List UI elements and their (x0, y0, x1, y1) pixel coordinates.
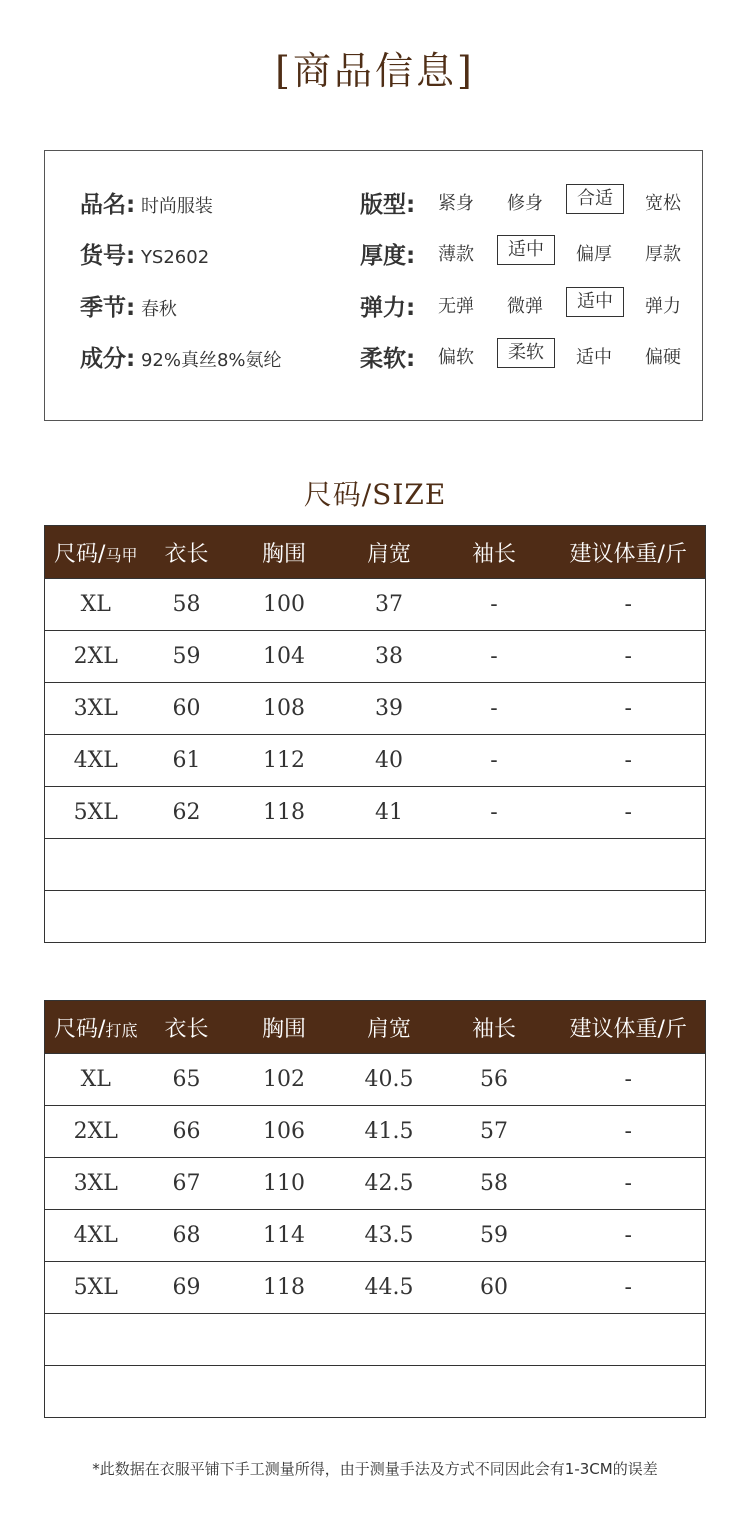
cell: 57 (437, 1106, 552, 1158)
table-header-row (45, 526, 706, 579)
size-table-base (44, 1000, 706, 1418)
cell: 59 (147, 631, 227, 683)
cell (147, 1366, 227, 1418)
attr-elasticity-key: 弹力: (360, 295, 416, 321)
attr-softness-option: 偏硬 (645, 347, 681, 368)
table-row (45, 1262, 706, 1314)
table-row-empty (45, 1366, 706, 1418)
table-row (45, 1054, 706, 1106)
header-size (45, 1001, 147, 1054)
cell: - (552, 1262, 706, 1314)
cell: 40.5 (342, 1054, 437, 1106)
header-chest: 胸围 (227, 1001, 342, 1054)
cell: 100 (227, 579, 342, 631)
cell (45, 891, 147, 943)
cell: - (552, 735, 706, 787)
attr-softness-option: 偏软 (438, 347, 474, 368)
header-sleeve: 袖长 (437, 1001, 552, 1054)
cell: 66 (147, 1106, 227, 1158)
cell: 58 (437, 1158, 552, 1210)
cell: XL (45, 1054, 147, 1106)
size-section-title: 尺码/SIZE (303, 478, 447, 511)
measurement-footnote: *此数据在衣服平铺下手工测量所得，由于测量手法及方式不同因此会有1-3CM的误差 (92, 1460, 658, 1478)
cell: 5XL (45, 1262, 147, 1314)
attr-thickness-option-selected: 适中 (497, 235, 555, 265)
table-header-row (45, 1001, 706, 1054)
header-size-label: 尺码/ (54, 541, 106, 567)
table-row (45, 683, 706, 735)
cell: 59 (437, 1210, 552, 1262)
cell: - (552, 787, 706, 839)
attr-fit-option-selected: 合适 (566, 184, 624, 214)
cell (437, 1366, 552, 1418)
table-row (45, 787, 706, 839)
info-name (80, 186, 213, 219)
cell: 69 (147, 1262, 227, 1314)
info-material-key: 成分: (80, 346, 136, 372)
cell: 60 (437, 1262, 552, 1314)
cell (552, 839, 706, 891)
header-size-label: 尺码/ (54, 1016, 106, 1042)
cell: - (552, 579, 706, 631)
header-chest: 胸围 (227, 526, 342, 579)
cell (342, 891, 437, 943)
attr-elasticity-option: 无弹 (438, 296, 474, 317)
attr-fit-option: 修身 (507, 193, 543, 214)
cell: 39 (342, 683, 437, 735)
table-row (45, 1106, 706, 1158)
attr-softness-key: 柔软: (360, 346, 416, 372)
cell: - (552, 1106, 706, 1158)
cell (552, 891, 706, 943)
cell (45, 839, 147, 891)
cell: 38 (342, 631, 437, 683)
cell: - (437, 735, 552, 787)
cell: 2XL (45, 631, 147, 683)
attr-thickness-option: 薄款 (438, 244, 474, 265)
cell: 43.5 (342, 1210, 437, 1262)
page-title: [商品信息] (275, 49, 475, 93)
cell: 3XL (45, 1158, 147, 1210)
cell: 40 (342, 735, 437, 787)
table-row (45, 1210, 706, 1262)
attr-softness-option-selected: 柔软 (497, 338, 555, 368)
cell: - (552, 683, 706, 735)
cell: 106 (227, 1106, 342, 1158)
cell: 102 (227, 1054, 342, 1106)
cell (552, 1314, 706, 1366)
info-code-value: YS2602 (140, 247, 210, 268)
header-weight: 建议体重/斤 (552, 1001, 706, 1054)
header-length: 衣长 (147, 1001, 227, 1054)
cell: - (552, 631, 706, 683)
cell (227, 839, 342, 891)
cell (227, 1314, 342, 1366)
table-row (45, 579, 706, 631)
cell: 58 (147, 579, 227, 631)
header-size (45, 526, 147, 579)
cell: 110 (227, 1158, 342, 1210)
cell: 67 (147, 1158, 227, 1210)
cell: 2XL (45, 1106, 147, 1158)
info-code (80, 237, 209, 270)
header-shoulder: 肩宽 (342, 1001, 437, 1054)
header-weight: 建议体重/斤 (552, 526, 706, 579)
cell (147, 891, 227, 943)
cell: - (552, 1210, 706, 1262)
cell: 4XL (45, 735, 147, 787)
size-table-vest (44, 525, 706, 943)
cell: - (437, 579, 552, 631)
cell: 65 (147, 1054, 227, 1106)
attr-thickness-key: 厚度: (360, 243, 416, 269)
attr-thickness-option: 偏厚 (576, 244, 612, 265)
attr-softness-option: 适中 (576, 347, 612, 368)
header-size-sub: 打底 (105, 1020, 138, 1040)
cell (552, 1366, 706, 1418)
cell: 114 (227, 1210, 342, 1262)
cell: 42.5 (342, 1158, 437, 1210)
table-row-empty (45, 839, 706, 891)
cell: 4XL (45, 1210, 147, 1262)
header-shoulder: 肩宽 (342, 526, 437, 579)
attr-fit-option: 紧身 (438, 193, 474, 214)
table-row (45, 735, 706, 787)
cell: 44.5 (342, 1262, 437, 1314)
cell: 62 (147, 787, 227, 839)
cell: 60 (147, 683, 227, 735)
info-season-value: 春秋 (140, 299, 177, 320)
attr-elasticity-option-selected: 适中 (566, 287, 624, 317)
cell (227, 891, 342, 943)
info-season (80, 289, 177, 322)
cell: 118 (227, 1262, 342, 1314)
attr-elasticity-option: 微弹 (507, 296, 543, 317)
info-name-value: 时尚服装 (140, 196, 213, 217)
header-size-sub: 马甲 (105, 545, 138, 565)
attr-fit-key: 版型: (360, 192, 416, 218)
attr-fit-option: 宽松 (645, 193, 681, 214)
cell: 104 (227, 631, 342, 683)
cell (147, 1314, 227, 1366)
header-length: 衣长 (147, 526, 227, 579)
info-code-key: 货号: (80, 243, 136, 269)
cell: - (437, 631, 552, 683)
info-material (80, 340, 282, 373)
cell: 37 (342, 579, 437, 631)
cell: - (552, 1158, 706, 1210)
cell: 61 (147, 735, 227, 787)
cell (45, 1314, 147, 1366)
cell (437, 1314, 552, 1366)
table-row-empty (45, 1314, 706, 1366)
table-row-empty (45, 891, 706, 943)
cell: - (437, 787, 552, 839)
cell (342, 1314, 437, 1366)
cell: 118 (227, 787, 342, 839)
attr-elasticity-option: 弹力 (645, 296, 681, 317)
cell: 68 (147, 1210, 227, 1262)
info-name-key: 品名: (80, 192, 136, 218)
cell (45, 1366, 147, 1418)
cell (437, 839, 552, 891)
cell: 5XL (45, 787, 147, 839)
cell (342, 839, 437, 891)
table-row (45, 1158, 706, 1210)
table-row (45, 631, 706, 683)
attr-thickness-option: 厚款 (645, 244, 681, 265)
cell (342, 1366, 437, 1418)
cell (147, 839, 227, 891)
cell: 108 (227, 683, 342, 735)
cell (437, 891, 552, 943)
cell: 112 (227, 735, 342, 787)
info-material-value: 92%真丝8%氨纶 (140, 350, 282, 371)
cell: 3XL (45, 683, 147, 735)
cell: 56 (437, 1054, 552, 1106)
cell: XL (45, 579, 147, 631)
cell: - (552, 1054, 706, 1106)
info-season-key: 季节: (80, 295, 136, 321)
cell: 41 (342, 787, 437, 839)
header-sleeve: 袖长 (437, 526, 552, 579)
cell: 41.5 (342, 1106, 437, 1158)
cell (227, 1366, 342, 1418)
cell: - (437, 683, 552, 735)
